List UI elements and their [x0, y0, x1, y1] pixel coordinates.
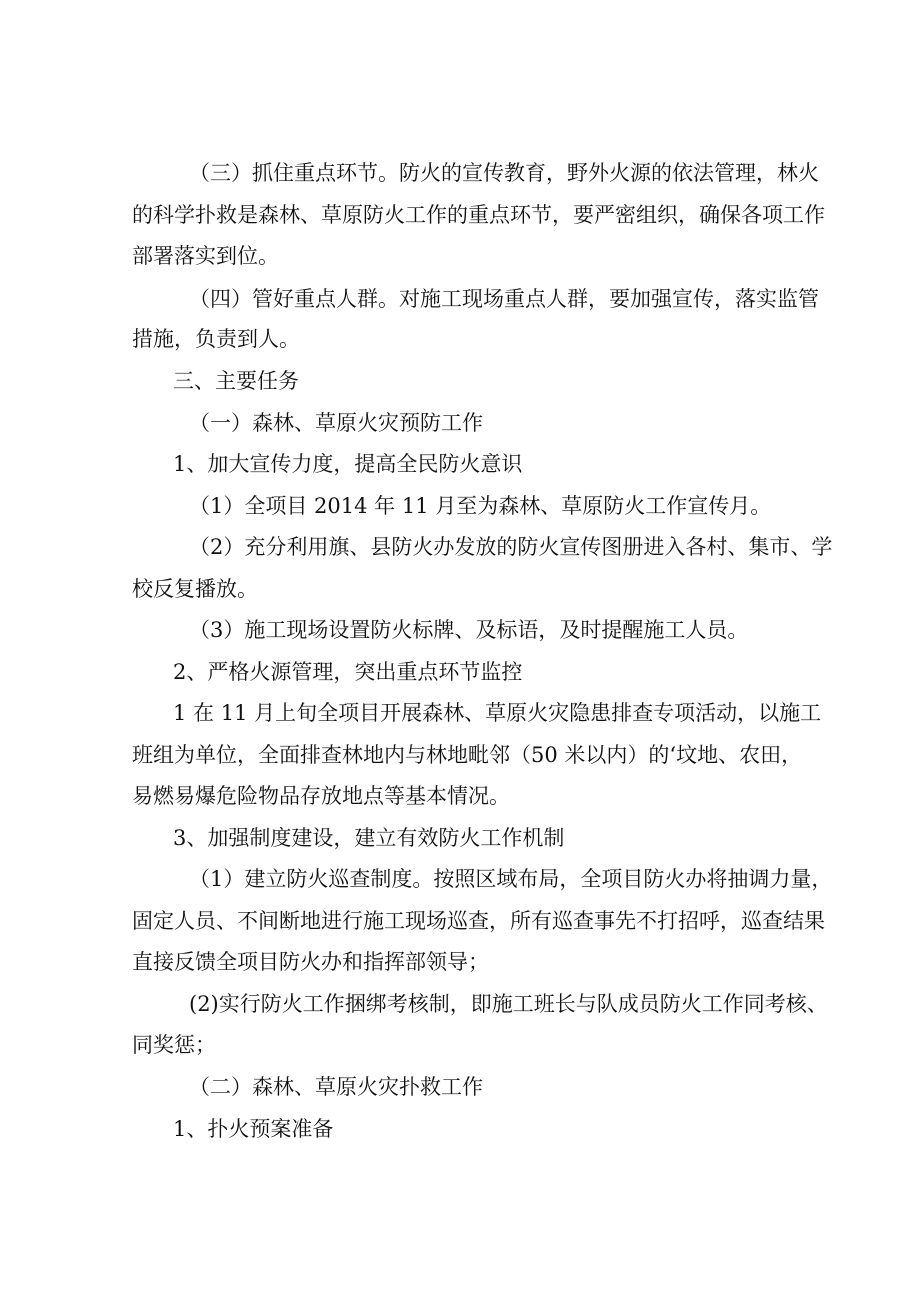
list-item: （1）全项目 2014 年 11 月至为森林、草原防火工作宣传月。: [189, 494, 772, 518]
paragraph-line: 班组为单位，全面排查林地内与林地毗邻（50 米以内）的‘坟地、农田，: [132, 743, 803, 767]
list-item-continuation: 固定人员、不间断地进行施工现场巡查，所有巡查事先不打招呼，巡查结果: [132, 909, 825, 933]
list-item-continuation: 同奖惩；: [132, 1033, 216, 1057]
item-heading: 1、扑火预案准备: [173, 1117, 334, 1141]
subsection-heading: （二）森林、草原火灾扑救工作: [189, 1075, 483, 1099]
list-item-continuation: 直接反馈全项目防火办和指挥部领导；: [132, 950, 489, 974]
item-heading: 1、加大宣传力度，提高全民防火意识: [173, 452, 523, 476]
paragraph-line: 措施，负责到人。: [132, 327, 300, 351]
subsection-heading: （一）森林、草原火灾预防工作: [189, 411, 483, 435]
paragraph-line: （四）管好重点人群。对施工现场重点人群，要加强宣传，落实监管: [189, 287, 819, 311]
list-item: （1）建立防火巡查制度。按照区域布局，全项目防火办将抽调力量，: [189, 867, 833, 891]
paragraph-line: 的科学扑救是森林、草原防火工作的重点环节，要严密组织，确保各项工作: [132, 203, 825, 227]
paragraph-line: 1 在 11 月上旬全项目开展森林、草原火灾隐患排查专项活动，以施工: [173, 701, 822, 725]
paragraph-line: 部署落实到位。: [132, 244, 279, 268]
list-item: （2）充分利用旗、县防火办发放的防火宣传图册进入各村、集市、学: [189, 535, 833, 559]
section-heading: 三、主要任务: [173, 369, 299, 393]
paragraph-line: 易燃易爆危险物品存放地点等基本情况。: [132, 784, 510, 808]
item-heading: 3、加强制度建设，建立有效防火工作机制: [173, 826, 565, 850]
paragraph-line: （三）抓住重点环节。防火的宣传教育，野外火源的依法管理，林火: [189, 161, 819, 185]
list-item-continuation: 校反复播放。: [132, 577, 258, 601]
list-item: (2)实行防火工作捆绑考核制，即施工班长与队成员防火工作同考核、: [189, 992, 828, 1016]
item-heading: 2、严格火源管理，突出重点环节监控: [173, 660, 523, 684]
list-item: （3）施工现场设置防火标牌、及标语，及时提醒施工人员。: [189, 618, 749, 642]
